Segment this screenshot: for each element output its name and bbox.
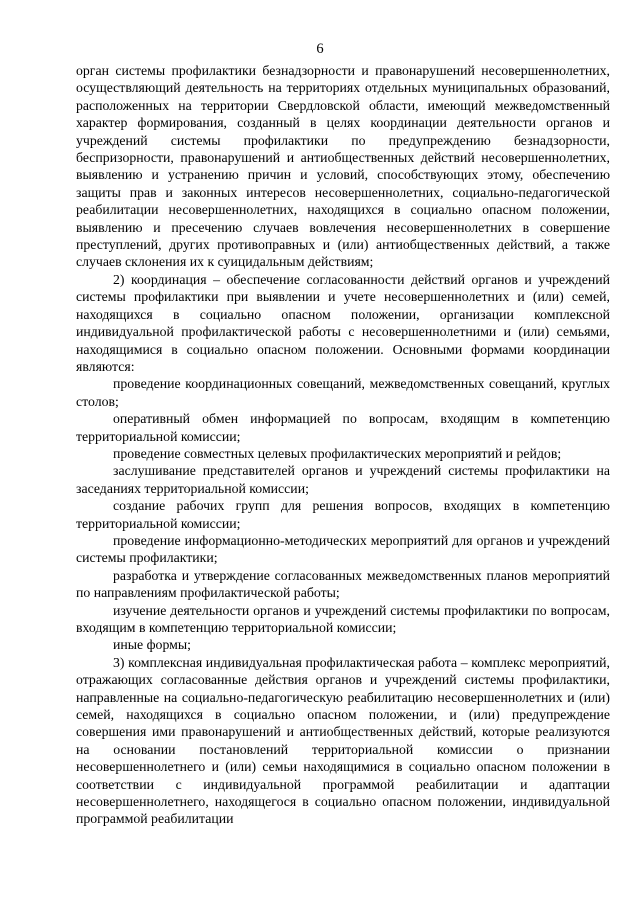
document-body — [76, 62, 610, 828]
paragraph-individual-work-definition: 3) комплексная индивидуальная профилактическая работа – комплекс мероприятий, отражающих согласованные действия органов и учреждений системы профилактики, направленные на социально-педагогическую реабилитацию несовершеннолетних и (или) семей, находящихся в социально опасном положении, и (или) предупреждение совершения ими правонарушений и антиобщественных действий, которые реализуются на основании постановлений территориальной комиссии о признании несовершеннолетнего и (или) семьи находящимися в социально опасном положении в соответствии с индивидуальной программой реабилитации и адаптации несовершеннолетнего, находящегося в социально опасном положении, индивидуальной программой реабилитации — [76, 654, 610, 827]
page-number: 6 — [316, 41, 324, 57]
list-item-coordination-form: проведение совместных целевых профилактических мероприятий и рейдов; — [113, 445, 562, 461]
paragraph-coordination-definition: 2) координация – обеспечение согласованности действий органов и учреждений системы профилактики при выявлении и учете несовершеннолетних и (или) семей, находящихся в социально опасном положении, организации комплексной индивидуальной профилактической работы с несовершеннолетними и (или) семьями, находящимися в социально опасном положении. Основными формами координации являются: — [76, 271, 610, 374]
list-item-coordination-form: разработка и утверждение согласованных межведомственных планов мероприятий по направлениям профилактической работы; — [76, 567, 610, 601]
list-item-coordination-form: оперативный обмен информацией по вопросам, входящим в компетенцию территориальной комиссии; — [76, 411, 610, 444]
list-item-coordination-form: проведение координационных совещаний, межведомственных совещаний, круглых столов; — [76, 376, 610, 409]
list-item-coordination-form: создание рабочих групп для решения вопросов, входящих в компетенцию территориальной комиссии; — [76, 498, 610, 531]
list-item-coordination-form: иные формы; — [113, 637, 191, 653]
list-item-coordination-form: заслушивание представителей органов и учреждений системы профилактики на заседаниях территориальной комиссии; — [76, 463, 610, 496]
list-item-coordination-form: изучение деятельности органов и учреждений системы профилактики по вопросам, входящим в компетенцию территориальной комиссии; — [76, 602, 610, 635]
paragraph-continued: орган системы профилактики безнадзорности и правонарушений несовершеннолетних, осуществляющий деятельность на территориях отдельных муниципальных образований, расположенных на территории Свердловской области, имеющий межведомственный характер формирования, созданный в целях координации деятельности органов и учреждений системы профилактики по предупреждению безнадзорности, беспризорности, правонарушений и антиобщественных действий несовершеннолетних, выявлению и устранению причин и условий, способствующих этому, обеспечению защиты прав и законных интересов несовершеннолетних, социально-педагогической реабилитации несовершеннолетних, находящихся в социально опасном положении, выявлению и пресечению случаев вовлечения несовершеннолетних в совершение преступлений, других противоправных и (или) антиобщественных действий, а также случаев склонения их к суицидальным действиям; — [76, 63, 610, 270]
list-item-coordination-form: проведение информационно-методических мероприятий для органов и учреждений системы профилактики; — [76, 532, 610, 566]
